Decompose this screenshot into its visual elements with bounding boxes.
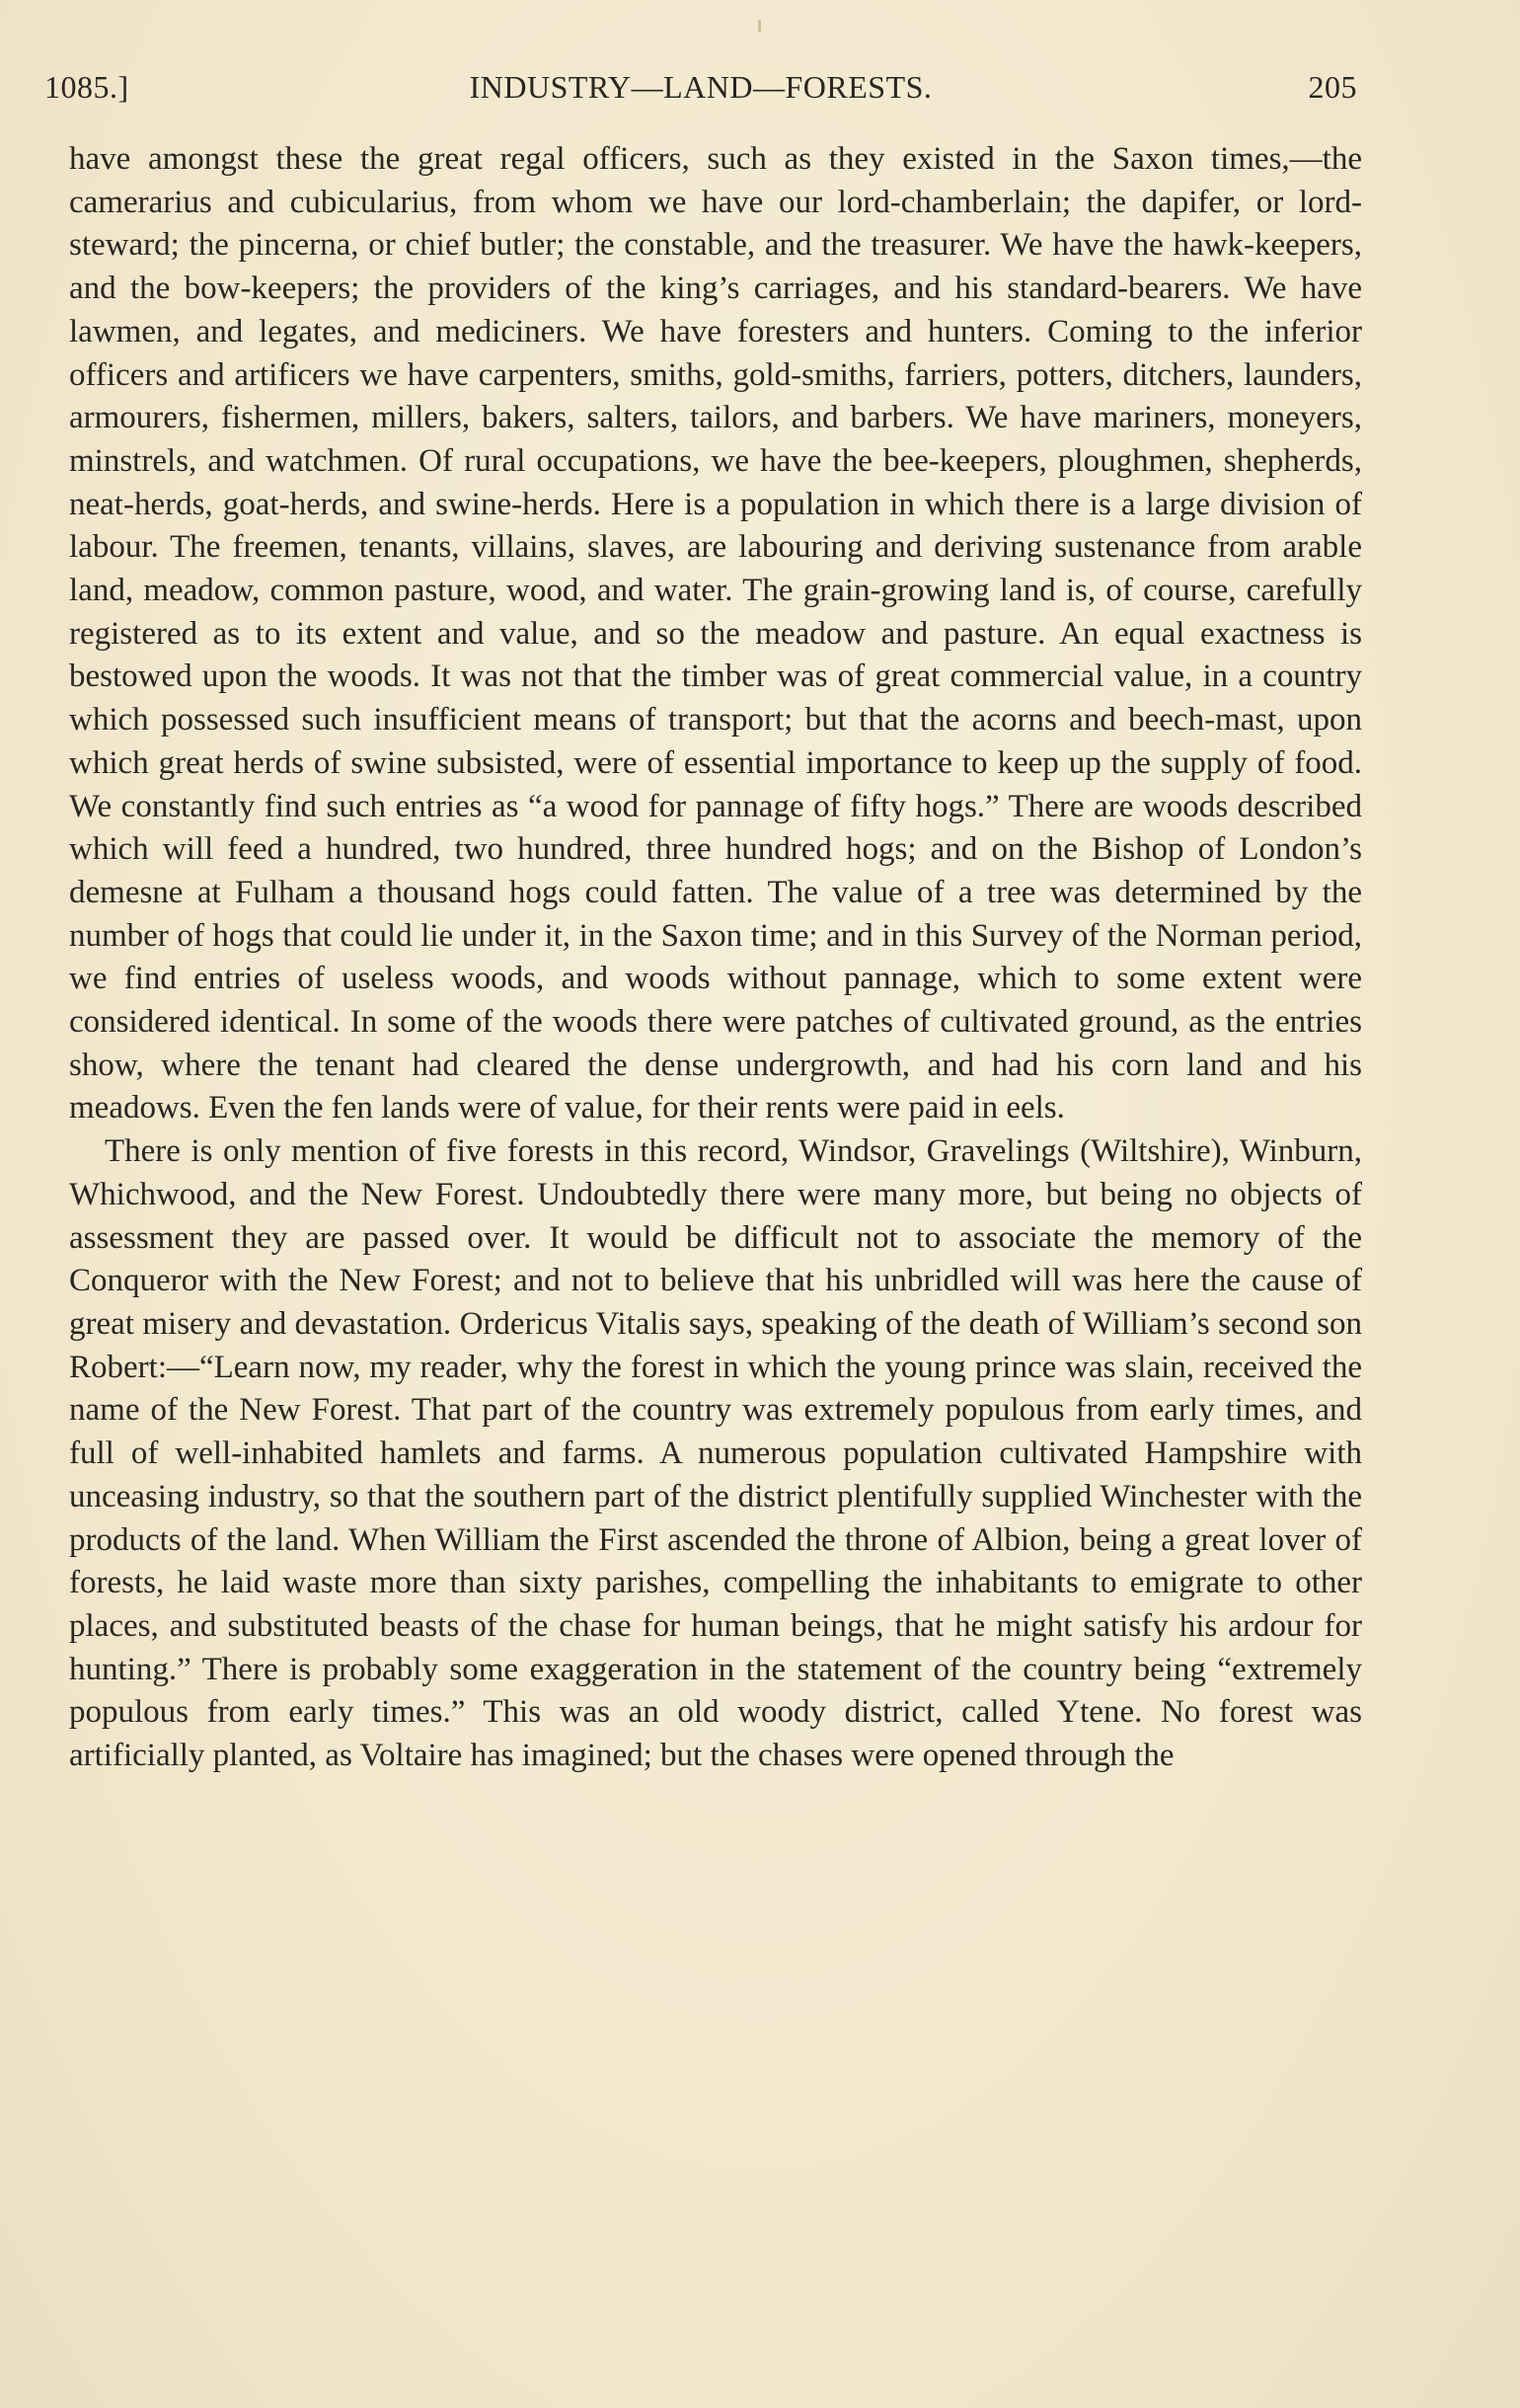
running-head-year: 1085.] bbox=[44, 69, 129, 105]
page-number: 205 bbox=[1308, 69, 1357, 105]
paragraph-2: There is only mention of five forests in this record, Windsor, Gravelings (Wiltshire), Winburn, Whichwood, and the New Forest. Undoubtedly there were many more, but being no objects of assessment they are passed over. It would be difficult not to associate the memory of the Conqueror with the New Forest; and not to believe that his unbridled will was here the cause of great misery and devastation. Ordericus Vitalis says, speaking of the death of William’s second son Robert:—“Learn now, my reader, why the forest in which the young prince was slain, received the name of the New Forest. That part of the country was extremely populous from early times, and full of well-inhabited hamlets and farms. A numerous population cultivated Hampshire with unceasing industry, so that the southern part of the district plentifully supplied Winchester with the products of the land. When William the First ascended the throne of Albion, being a great lover of forests, he laid waste more than sixty parishes, compelling the inhabitants to emigrate to other places, and substituted beasts of the chase for human beings, that he might satisfy his ardour for hunting.” There is probably some exaggeration in the statement of the country being “extremely populous from early times.” This was an old woody district, called Ytene. No forest was artificially planted, as Voltaire has imagined; but the chases were opened through the bbox=[69, 1133, 1362, 1774]
paragraph-1: have amongst these the great regal officers, such as they existed in the Saxon times,—the camerarius and cubicularius, from whom we have our lord-chamberlain; the dapifer, or lord-steward; the pincerna, or chief butler; the constable, and the treasurer. We have the hawk-keepers, and the bow-keepers; the providers of the king’s carriages, and his standard-bearers. We have lawmen, and legates, and mediciners. We have foresters and hunters. Coming to the inferior officers and artificers we have carpenters, smiths, gold-smiths, farriers, potters, ditchers, launders, armourers, fishermen, millers, bakers, salters, tailors, and barbers. We have mariners, moneyers, minstrels, and watchmen. Of rural occupations, we have the bee-keepers, ploughmen, shepherds, neat-herds, goat-herds, and swine-herds. Here is a population in which there is a large division of labour. The freemen, tenants, villains, slaves, are labouring and deriving sustenance from arable land, meadow, common pasture, wood, and water. The grain-growing land is, of course, carefully registered as to its extent and value, and so the meadow and pasture. An equal exactness is bestowed upon the woods. It was not that the timber was of great commercial value, in a country which possessed such insufficient means of transport; but that the acorns and beech-mast, upon which great herds of swine subsisted, were of essential importance to keep up the supply of food. We constantly find such entries as “a wood for pannage of fifty hogs.” There are woods described which will feed a hundred, two hundred, three hundred hogs; and on the Bishop of London’s demesne at Fulham a thousand hogs could fatten. The value of a tree was determined by the number of hogs that could lie under it, in the Saxon time; and in this Survey of the Norman period, we find entries of useless woods, and woods without pannage, which to some extent were considered identical. In some of the woods there were patches of cultivated ground, as the entries show, where the tenant had cleared the dense undergrowth, and had his corn land and his meadows. Even the fen lands were of value, for their rents were paid in eels. bbox=[69, 141, 1362, 1126]
running-head-title: INDUSTRY—LAND—FORESTS. bbox=[469, 69, 933, 105]
print-mark bbox=[758, 20, 761, 32]
running-head bbox=[44, 69, 1357, 113]
body-text bbox=[69, 138, 1362, 1778]
